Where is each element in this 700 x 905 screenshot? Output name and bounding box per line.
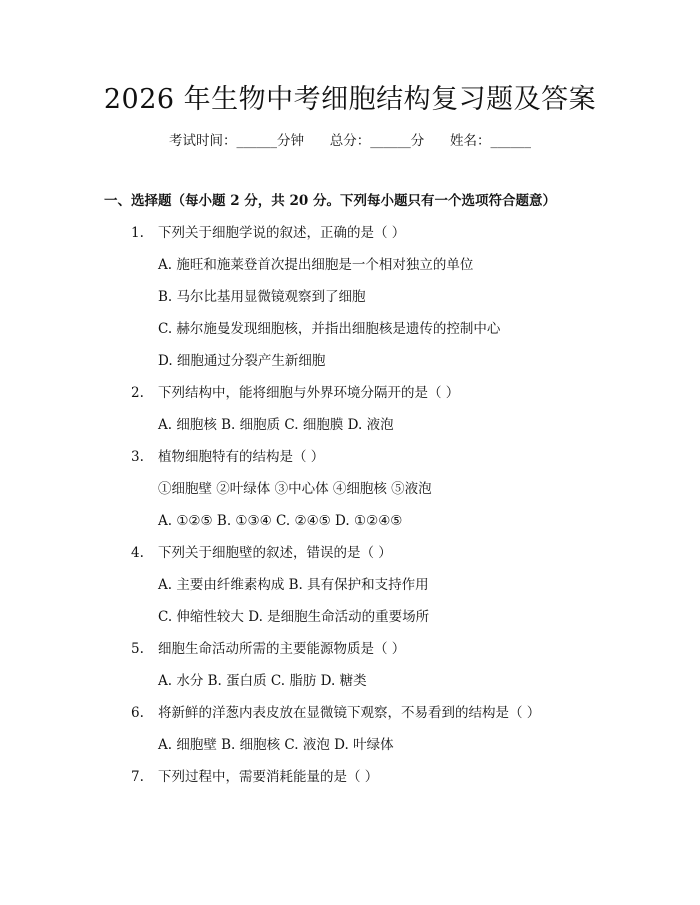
question-1-option-c: C. 赫尔施曼发现细胞核，并指出细胞核是遗传的控制中心 — [158, 321, 501, 337]
question-text: 细胞生命活动所需的主要能源物质是（ ） — [158, 641, 406, 657]
question-text: 将新鲜的洋葱内表皮放在显微镜下观察，不易看到的结构是（ ） — [158, 705, 541, 721]
section-heading: 一、选择题（每小题 2 分，共 20 分。下列每小题只有一个选项符合题意） — [104, 193, 556, 209]
question-4-options-cd: C. 伸缩性较大 D. 是细胞生命活动的重要场所 — [158, 609, 430, 625]
question-number: 6. — [131, 705, 144, 721]
question-number: 2. — [131, 385, 144, 401]
question-text: 下列关于细胞学说的叙述，正确的是（ ） — [158, 225, 406, 241]
question-1-option-b: B. 马尔比基用显微镜观察到了细胞 — [158, 289, 366, 305]
exam-info-line: 考试时间：______分钟 总分：______分 姓名：______ — [169, 133, 531, 149]
question-number: 1. — [131, 225, 144, 241]
question-number: 5. — [131, 641, 144, 657]
question-4-options-ab: A. 主要由纤维素构成 B. 具有保护和支持作用 — [158, 577, 429, 593]
question-number: 3. — [131, 449, 144, 465]
question-1-option-a: A. 施旺和施莱登首次提出细胞是一个相对独立的单位 — [158, 257, 474, 273]
document-title: 2026 年生物中考细胞结构复习题及答案 — [103, 84, 597, 115]
question-3-items: ①细胞壁 ②叶绿体 ③中心体 ④细胞核 ⑤液泡 — [158, 481, 432, 497]
question-number: 7. — [131, 769, 144, 785]
question-number: 4. — [131, 545, 144, 561]
question-3-options: A. ①②⑤ B. ①③④ C. ②④⑤ D. ①②④⑤ — [158, 513, 403, 529]
question-text: 下列结构中，能将细胞与外界环境分隔开的是（ ） — [158, 385, 460, 401]
question-5-options: A. 水分 B. 蛋白质 C. 脂肪 D. 糖类 — [158, 673, 367, 689]
question-1-option-d: D. 细胞通过分裂产生新细胞 — [158, 353, 326, 369]
question-6-options: A. 细胞壁 B. 细胞核 C. 液泡 D. 叶绿体 — [158, 737, 394, 753]
question-2-options: A. 细胞核 B. 细胞质 C. 细胞膜 D. 液泡 — [158, 417, 394, 433]
question-text: 下列关于细胞壁的叙述，错误的是（ ） — [158, 545, 392, 561]
question-text: 植物细胞特有的结构是（ ） — [158, 449, 325, 465]
question-text: 下列过程中，需要消耗能量的是（ ） — [158, 769, 379, 785]
